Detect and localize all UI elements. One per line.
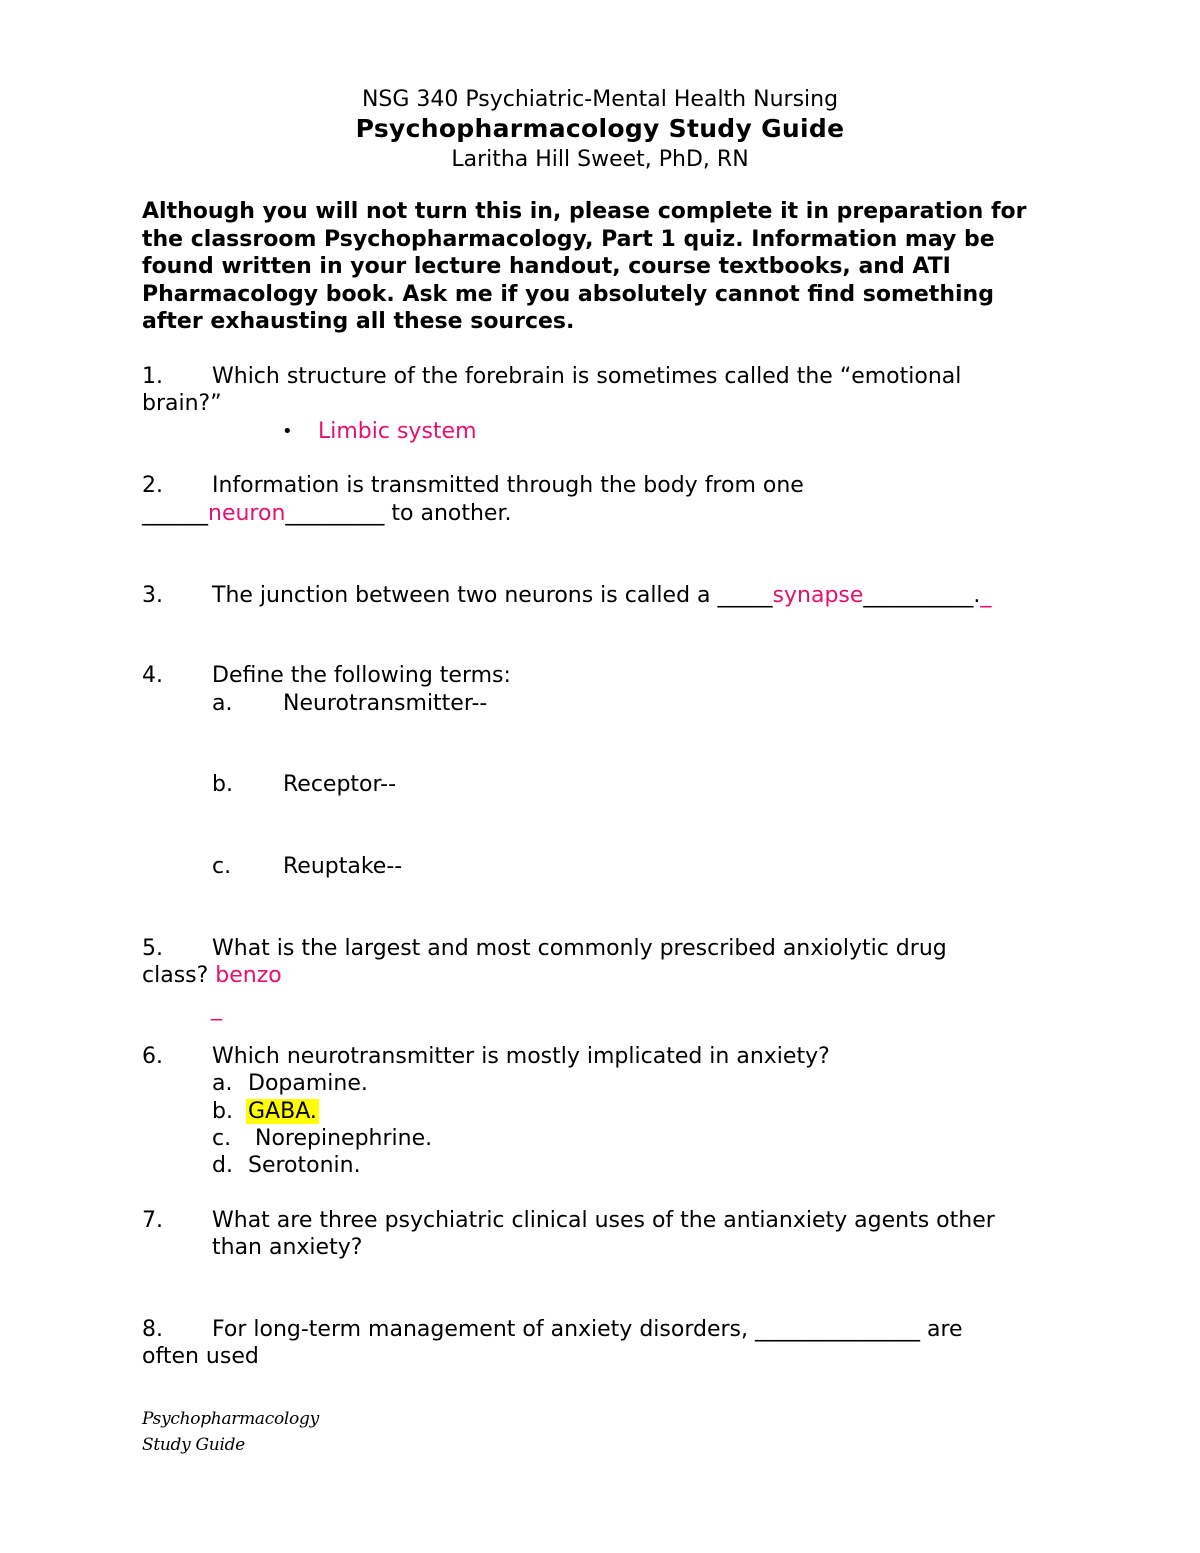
question-6-text: Which neurotransmitter is mostly implicated in anxiety? bbox=[212, 1044, 830, 1069]
intro-line: Pharmacology book. Ask me if you absolutely cannot find something bbox=[142, 281, 994, 307]
page-title: Psychopharmacology Study Guide bbox=[355, 114, 845, 143]
question-3-line bbox=[212, 582, 991, 609]
option-letter: d. bbox=[212, 1153, 233, 1178]
question-2-blank-line bbox=[142, 500, 511, 527]
answer-2: neuron bbox=[208, 501, 286, 526]
intro-line: the classroom Psychopharmacology, Part 1 quiz. Information may be bbox=[142, 226, 995, 252]
question-8-text-cont: often used bbox=[142, 1344, 259, 1369]
blank: ______ bbox=[142, 501, 208, 526]
question-5-text: What is the largest and most commonly prescribed anxiolytic drug bbox=[212, 936, 947, 961]
answer-mark: _ bbox=[980, 583, 992, 608]
question-number: 1. bbox=[142, 364, 163, 389]
question-5-text-cont: class? bbox=[142, 963, 209, 988]
answer-5: benzo bbox=[215, 963, 282, 988]
option-norepinephrine: Norepinephrine. bbox=[248, 1126, 433, 1151]
intro-line: Although you will not turn this in, please complete it in preparation for bbox=[142, 199, 1027, 224]
term-neurotransmitter: Neurotransmitter-- bbox=[283, 691, 488, 716]
question-number: 3. bbox=[142, 583, 163, 608]
option-letter: a. bbox=[212, 1071, 233, 1096]
answer-3: synapse bbox=[772, 583, 864, 608]
answer-mark: _ bbox=[211, 996, 222, 1021]
term-reuptake: Reuptake-- bbox=[283, 854, 403, 879]
author-line: Laritha Hill Sweet, PhD, RN bbox=[451, 147, 749, 172]
option-serotonin: Serotonin. bbox=[248, 1153, 361, 1178]
blank: __________. bbox=[863, 583, 981, 608]
course-name: NSG 340 Psychiatric-Mental Health Nursing bbox=[361, 87, 839, 112]
term-letter: c. bbox=[212, 854, 232, 879]
question-2-text-cont: _________ to another. bbox=[285, 501, 512, 526]
option-letter: c. bbox=[212, 1126, 232, 1151]
question-5-line2 bbox=[142, 962, 282, 989]
question-number: 5. bbox=[142, 936, 163, 961]
intro-line: found written in your lecture handout, course textbooks, and ATI bbox=[142, 254, 951, 280]
option-dopamine: Dopamine. bbox=[248, 1071, 368, 1096]
term-letter: b. bbox=[212, 772, 233, 797]
question-4-text: Define the following terms: bbox=[212, 663, 511, 688]
question-number: 7. bbox=[142, 1208, 163, 1233]
question-1-text-cont: brain?” bbox=[142, 391, 222, 416]
question-number: 8. bbox=[142, 1317, 163, 1342]
term-letter: a. bbox=[212, 691, 233, 716]
question-3-text: The junction between two neurons is called a _____ bbox=[212, 583, 773, 608]
highlighted-answer: GABA. bbox=[248, 1099, 317, 1124]
footer-line: Psychopharmacology bbox=[142, 1409, 319, 1429]
term-receptor: Receptor-- bbox=[283, 772, 397, 797]
question-number: 4. bbox=[142, 663, 163, 688]
question-7-text: What are three psychiatric clinical uses of the antianxiety agents other bbox=[212, 1208, 995, 1233]
question-1-text: Which structure of the forebrain is sometimes called the “emotional bbox=[212, 364, 962, 389]
intro-line: after exhausting all these sources. bbox=[142, 309, 575, 335]
question-number: 6. bbox=[142, 1044, 163, 1069]
option-letter: b. bbox=[212, 1099, 233, 1124]
footer-line: Study Guide bbox=[142, 1435, 245, 1455]
option-gaba bbox=[246, 1098, 319, 1125]
bullet-icon: • bbox=[282, 421, 293, 442]
answer-1: Limbic system bbox=[318, 419, 477, 444]
intro-paragraph bbox=[142, 198, 1102, 336]
question-7-text-cont: than anxiety? bbox=[212, 1235, 363, 1260]
question-8-text: For long-term management of anxiety disorders, _______________ are bbox=[212, 1317, 963, 1342]
question-2-text: Information is transmitted through the body from one bbox=[212, 473, 804, 498]
question-number: 2. bbox=[142, 473, 163, 498]
